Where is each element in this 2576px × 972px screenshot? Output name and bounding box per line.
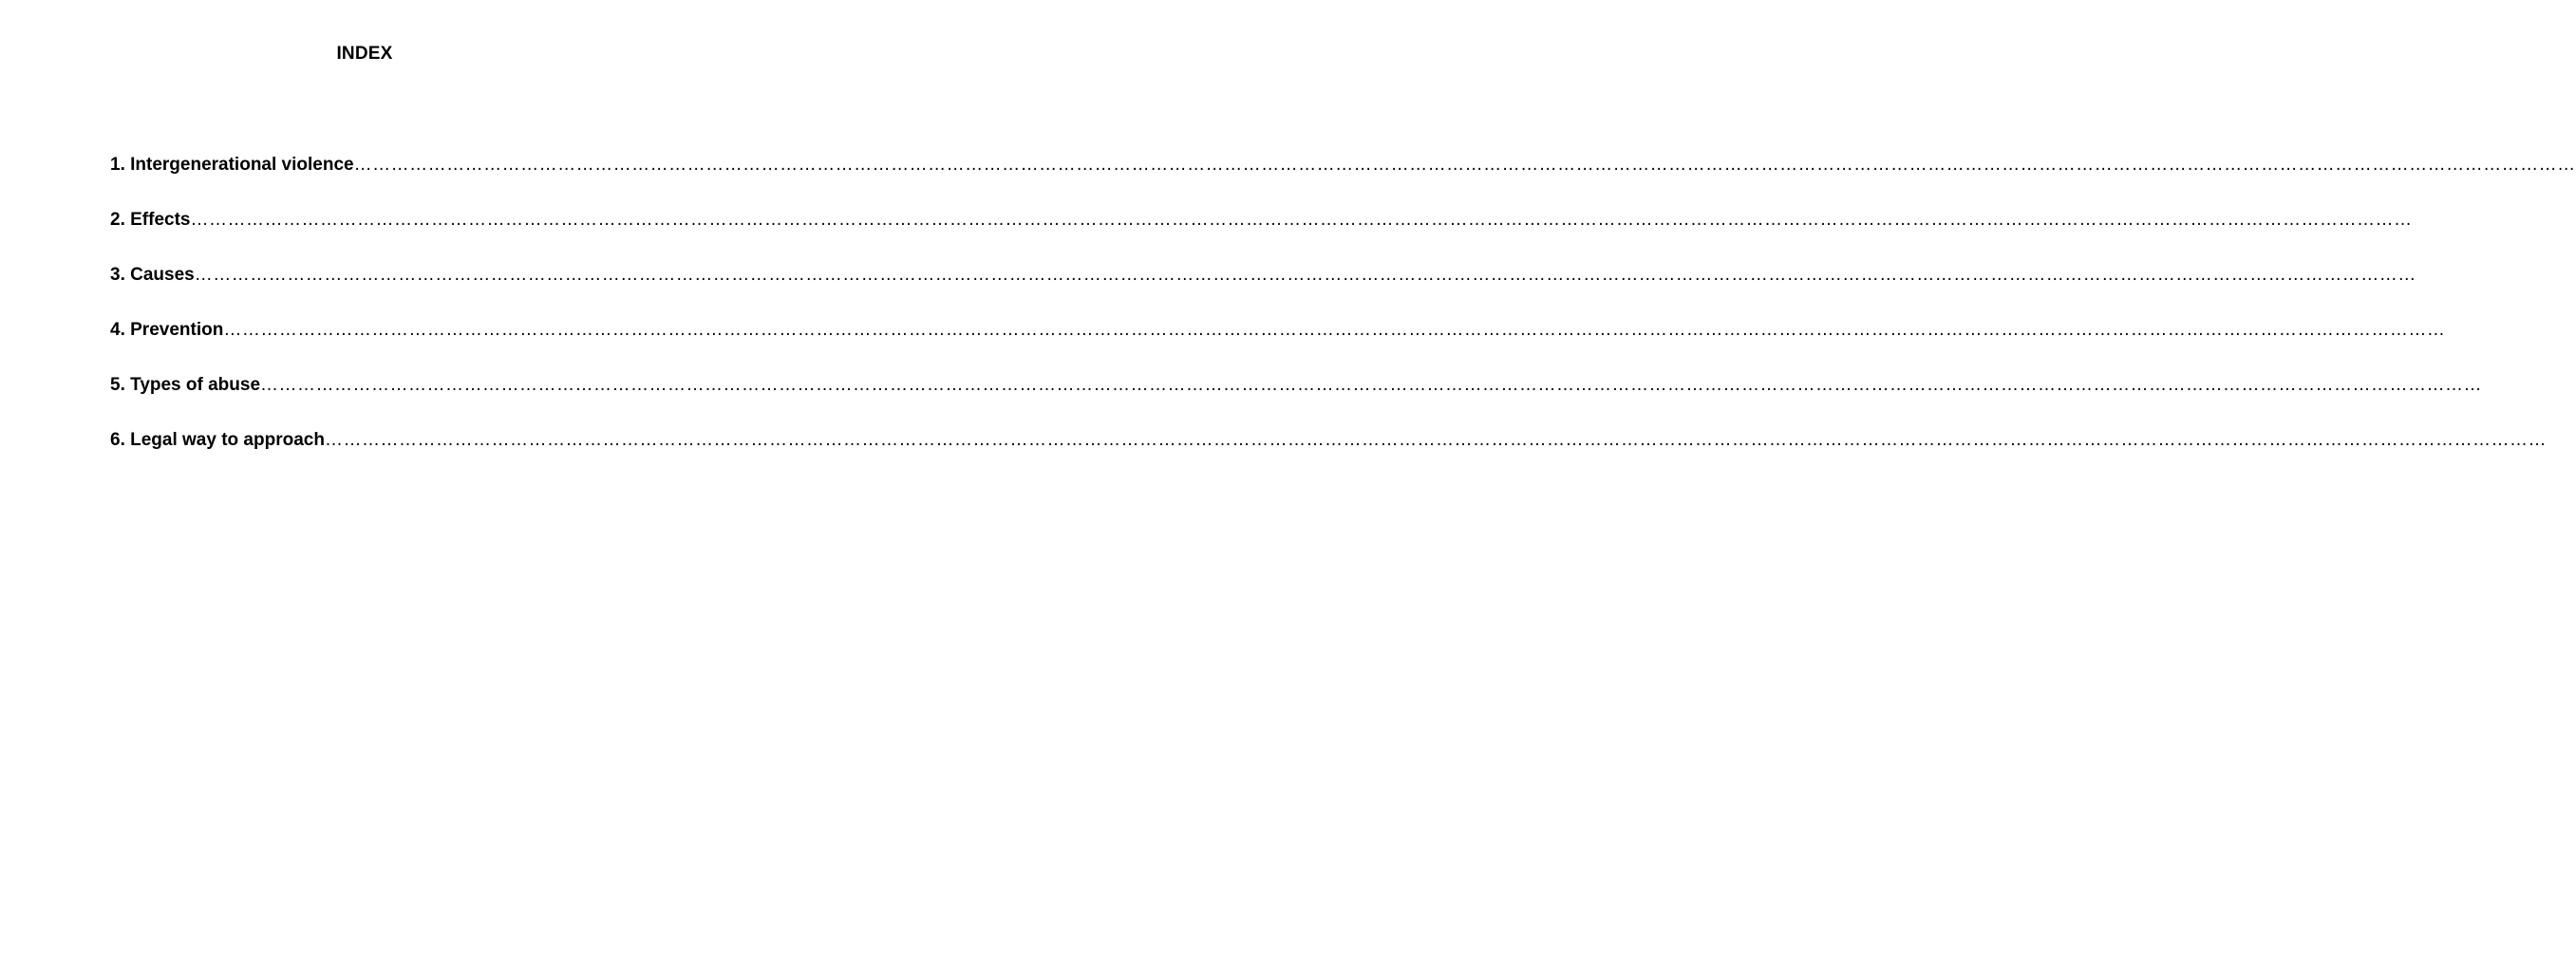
toc-item-intergenerational-violence xyxy=(110,152,2576,207)
toc-item-effects xyxy=(110,207,2413,262)
toc-item-types-of-abuse xyxy=(110,372,2483,427)
toc-item-label: 2. Effects xyxy=(110,210,191,230)
index-title: INDEX xyxy=(336,44,393,64)
dot-leader: ……………………………………………………………………………………………………………………………………………………………………………………………………………………………………………………………………………………………………………………………… xyxy=(324,430,2547,450)
dot-leader: ……………………………………………………………………………………………………………………………………………………………………………………………………………………………………………………………………………………………………………………………… xyxy=(353,155,2576,175)
toc-item-label: 3. Causes xyxy=(110,265,195,285)
dot-leader: ……………………………………………………………………………………………………………………………………………………………………………………………………………………………………………………………………………………………………………………………… xyxy=(223,320,2446,340)
table-of-contents xyxy=(110,152,2576,482)
toc-item-label: 5. Types of abuse xyxy=(110,375,261,395)
dot-leader: ……………………………………………………………………………………………………………………………………………………………………………………………………………………………………………………………………………………………………………………………… xyxy=(260,375,2483,395)
toc-item-legal-way-to-approach xyxy=(110,427,2547,482)
dot-leader: ……………………………………………………………………………………………………………………………………………………………………………………………………………………………………………………………………………………………………………………………… xyxy=(190,210,2413,230)
toc-item-label: 6. Legal way to approach xyxy=(110,430,325,450)
toc-item-causes xyxy=(110,262,2416,317)
toc-item-prevention xyxy=(110,317,2446,372)
dot-leader: ……………………………………………………………………………………………………………………………………………………………………………………………………………………………………………………………………………………………………………………………… xyxy=(194,265,2416,285)
toc-item-label: 1. Intergenerational violence xyxy=(110,155,354,175)
toc-item-label: 4. Prevention xyxy=(110,320,224,340)
